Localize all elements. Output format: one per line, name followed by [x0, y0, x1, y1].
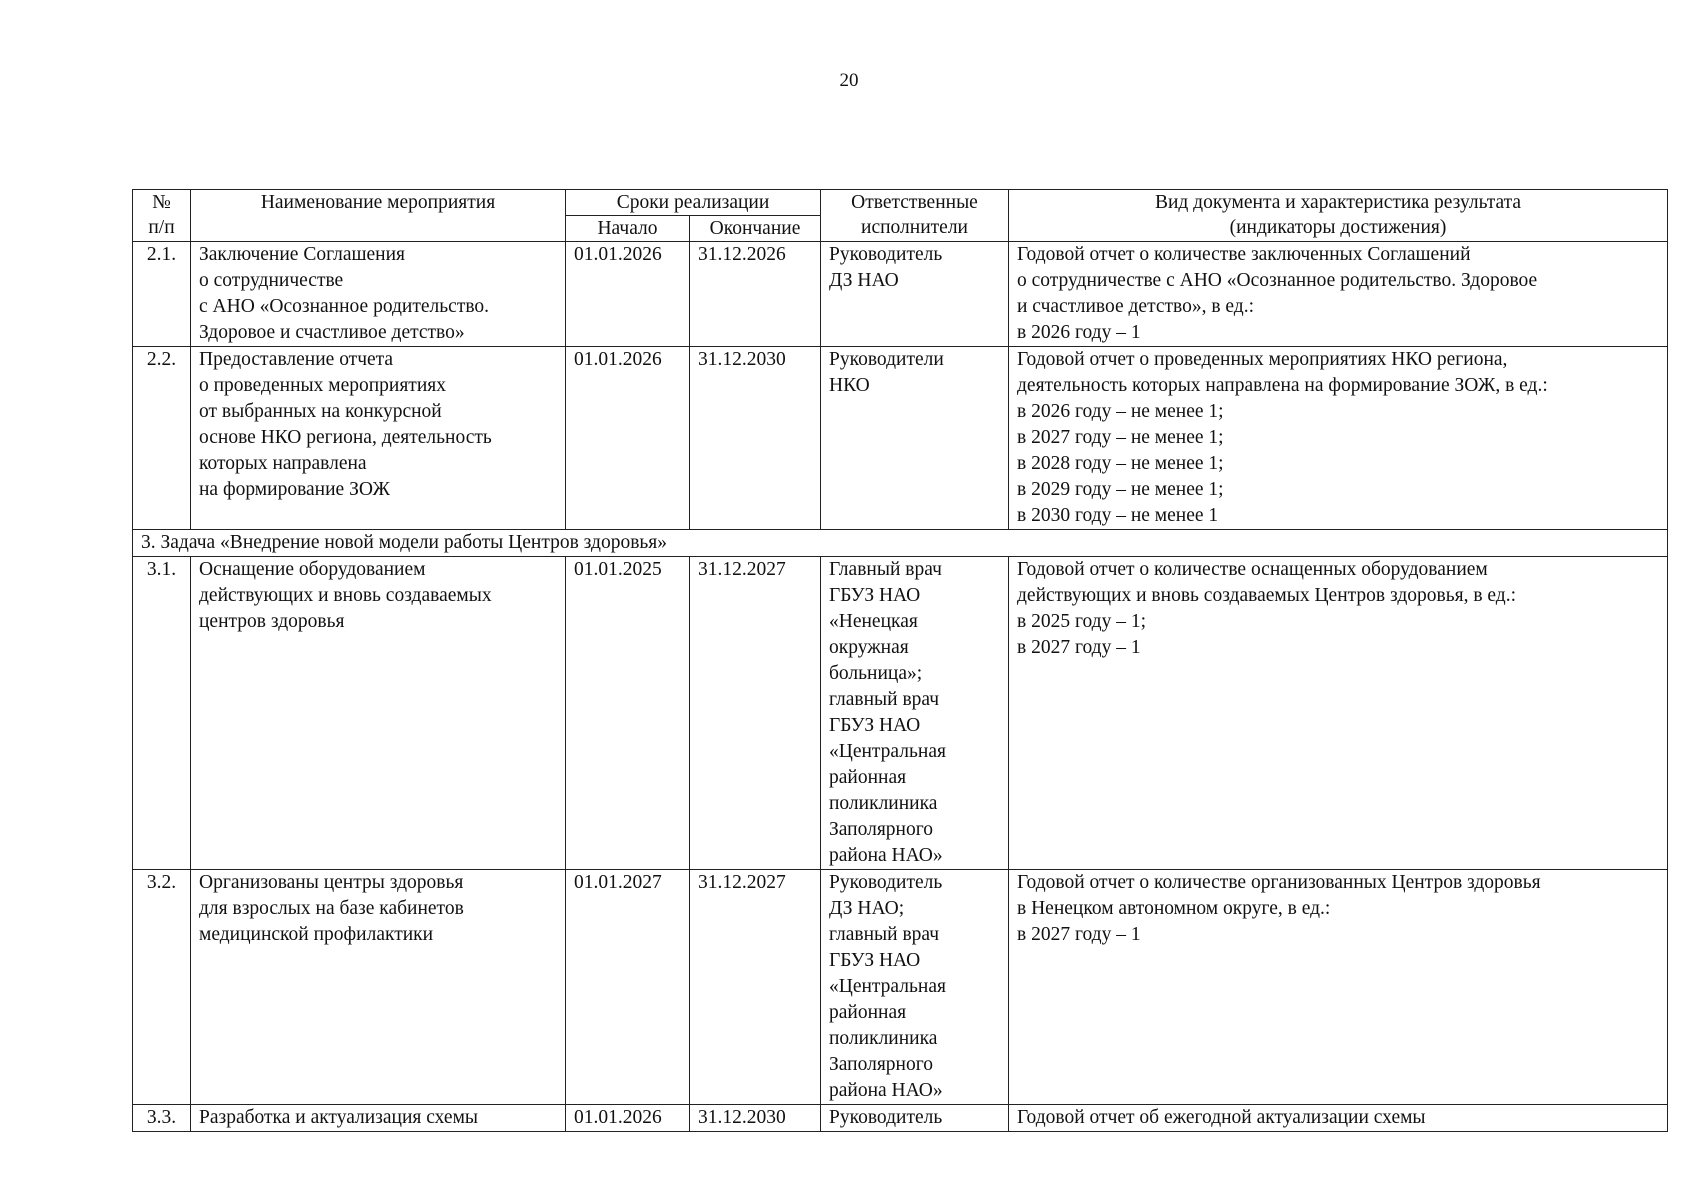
- responsible-line: Руководитель: [829, 872, 943, 893]
- result-description: [1009, 557, 1668, 870]
- start-date: 01.01.2026: [566, 347, 690, 530]
- responsible-line: «Центральная: [829, 976, 946, 997]
- result-description: [1009, 242, 1668, 347]
- end-date: 31.12.2027: [690, 557, 821, 870]
- result-line: Годовой отчет о количестве оснащенных оборудованием: [1017, 559, 1488, 580]
- activity-name: [191, 347, 566, 530]
- header-responsible-line1: Ответственные: [851, 192, 978, 213]
- responsible-line: главный врач: [829, 924, 940, 945]
- result-line: действующих и вновь создаваемых Центров здоровья, в ед.:: [1017, 585, 1517, 606]
- responsible-line: района НАО»: [829, 845, 943, 866]
- header-start: Начало: [566, 216, 690, 242]
- row-number: 3.3.: [133, 1105, 191, 1132]
- responsible-executors: [821, 1105, 1009, 1132]
- header-num: [133, 190, 191, 242]
- responsible-line: районная: [829, 1002, 907, 1023]
- activity-name-line: с АНО «Осознанное родительство.: [199, 296, 490, 317]
- end-date: 31.12.2027: [690, 870, 821, 1105]
- activity-name-line: от выбранных на конкурсной: [199, 401, 442, 422]
- header-num-line1: №: [152, 192, 171, 213]
- responsible-line: главный врач: [829, 689, 940, 710]
- result-line: в 2026 году – 1: [1017, 322, 1141, 343]
- responsible-line: Руководитель: [829, 1107, 943, 1128]
- responsible-line: поликлиника: [829, 793, 938, 814]
- activity-name-line: Предоставление отчета: [199, 349, 394, 370]
- result-line: в Ненецком автономном округе, в ед.:: [1017, 898, 1331, 919]
- responsible-line: поликлиника: [829, 1028, 938, 1049]
- header-result: [1009, 190, 1668, 242]
- start-date: 01.01.2026: [566, 1105, 690, 1132]
- header-responsible-line2: исполнители: [861, 217, 968, 238]
- activity-name: [191, 1105, 566, 1132]
- responsible-line: Руководители: [829, 349, 944, 370]
- responsible-executors: [821, 242, 1009, 347]
- task-row: [133, 530, 1668, 557]
- responsible-line: Заполярного: [829, 1054, 933, 1075]
- responsible-line: ДЗ НАО: [829, 270, 899, 291]
- row-number: 3.2.: [133, 870, 191, 1105]
- result-line: в 2028 году – не менее 1;: [1017, 453, 1224, 474]
- header-result-line1: Вид документа и характеристика результата: [1154, 192, 1522, 213]
- table-header: [133, 190, 1668, 242]
- activity-name-line: которых направлена: [199, 453, 367, 474]
- activity-name-line: на формирование ЗОЖ: [199, 479, 390, 500]
- responsible-line: Заполярного: [829, 819, 933, 840]
- activity-name-line: Заключение Соглашения: [199, 244, 405, 265]
- result-description: [1009, 870, 1668, 1105]
- result-line: в 2025 году – 1;: [1017, 611, 1146, 632]
- result-line: Годовой отчет о количестве заключенных Соглашений: [1017, 244, 1471, 265]
- result-line: в 2027 году – не менее 1;: [1017, 427, 1224, 448]
- activity-name-line: Разработка и актуализация схемы: [199, 1107, 479, 1128]
- responsible-executors: [821, 347, 1009, 530]
- responsible-line: окружная: [829, 637, 909, 658]
- start-date: 01.01.2026: [566, 242, 690, 347]
- activity-name-line: центров здоровья: [199, 611, 345, 632]
- result-line: в 2027 году – 1: [1017, 924, 1141, 945]
- header-name: Наименование мероприятия: [191, 190, 566, 242]
- responsible-line: больница»;: [829, 663, 923, 684]
- responsible-line: ГБУЗ НАО: [829, 585, 921, 606]
- responsible-executors: [821, 870, 1009, 1105]
- responsible-line: Главный врач: [829, 559, 942, 580]
- result-line: в 2026 году – не менее 1;: [1017, 401, 1224, 422]
- responsible-line: ГБУЗ НАО: [829, 950, 921, 971]
- result-line: в 2027 году – 1: [1017, 637, 1141, 658]
- header-period: Сроки реализации: [566, 190, 821, 216]
- responsible-line: районная: [829, 767, 907, 788]
- activity-name: [191, 242, 566, 347]
- activity-name-line: действующих и вновь создаваемых: [199, 585, 492, 606]
- start-date: 01.01.2027: [566, 870, 690, 1105]
- activity-name-line: для взрослых на базе кабинетов: [199, 898, 464, 919]
- table-row: [133, 242, 1668, 347]
- activities-table: [132, 189, 1668, 1132]
- header-responsible: [821, 190, 1009, 242]
- header-num-line2: п/п: [148, 217, 175, 238]
- activity-name-line: основе НКО региона, деятельность: [199, 427, 492, 448]
- responsible-executors: [821, 557, 1009, 870]
- activity-name-line: Оснащение оборудованием: [199, 559, 426, 580]
- result-line: и счастливое детство», в ед.:: [1017, 296, 1255, 317]
- end-date: 31.12.2026: [690, 242, 821, 347]
- activity-name-line: медицинской профилактики: [199, 924, 434, 945]
- row-number: 2.2.: [133, 347, 191, 530]
- header-result-line2: (индикаторы достижения): [1229, 217, 1447, 238]
- result-line: в 2029 году – не менее 1;: [1017, 479, 1224, 500]
- responsible-line: ДЗ НАО;: [829, 898, 905, 919]
- end-date: 31.12.2030: [690, 1105, 821, 1132]
- responsible-line: НКО: [829, 375, 870, 396]
- table-row: [133, 1105, 1668, 1132]
- activity-name-line: о сотрудничестве: [199, 270, 344, 291]
- row-number: 3.1.: [133, 557, 191, 870]
- page-number: 20: [839, 70, 859, 91]
- result-line: Годовой отчет о проведенных мероприятиях НКО региона,: [1017, 349, 1508, 370]
- result-line: в 2030 году – не менее 1: [1017, 505, 1219, 526]
- table-row: [133, 347, 1668, 530]
- responsible-line: ГБУЗ НАО: [829, 715, 921, 736]
- activity-name-line: Организованы центры здоровья: [199, 872, 464, 893]
- activity-name-line: о проведенных мероприятиях: [199, 375, 446, 396]
- responsible-line: «Центральная: [829, 741, 946, 762]
- result-description: [1009, 1105, 1668, 1132]
- activity-name: [191, 557, 566, 870]
- responsible-line: района НАО»: [829, 1080, 943, 1101]
- result-description: [1009, 347, 1668, 530]
- result-line: Годовой отчет о количестве организованных Центров здоровья: [1017, 872, 1541, 893]
- row-number: 2.1.: [133, 242, 191, 347]
- activity-name-line: Здоровое и счастливое детство»: [199, 322, 465, 343]
- end-date: 31.12.2030: [690, 347, 821, 530]
- table-body: [133, 242, 1668, 1132]
- header-end: Окончание: [690, 216, 821, 242]
- task-title: 3. Задача «Внедрение новой модели работы Центров здоровья»: [133, 530, 1668, 557]
- result-line: о сотрудничестве с АНО «Осознанное родительство. Здоровое: [1017, 270, 1538, 291]
- responsible-line: «Ненецкая: [829, 611, 918, 632]
- result-line: Годовой отчет об ежегодной актуализации схемы: [1017, 1107, 1426, 1128]
- result-line: деятельность которых направлена на формирование ЗОЖ, в ед.:: [1017, 375, 1548, 396]
- activity-name: [191, 870, 566, 1105]
- start-date: 01.01.2025: [566, 557, 690, 870]
- responsible-line: Руководитель: [829, 244, 943, 265]
- table-row: [133, 870, 1668, 1105]
- table-row: [133, 557, 1668, 870]
